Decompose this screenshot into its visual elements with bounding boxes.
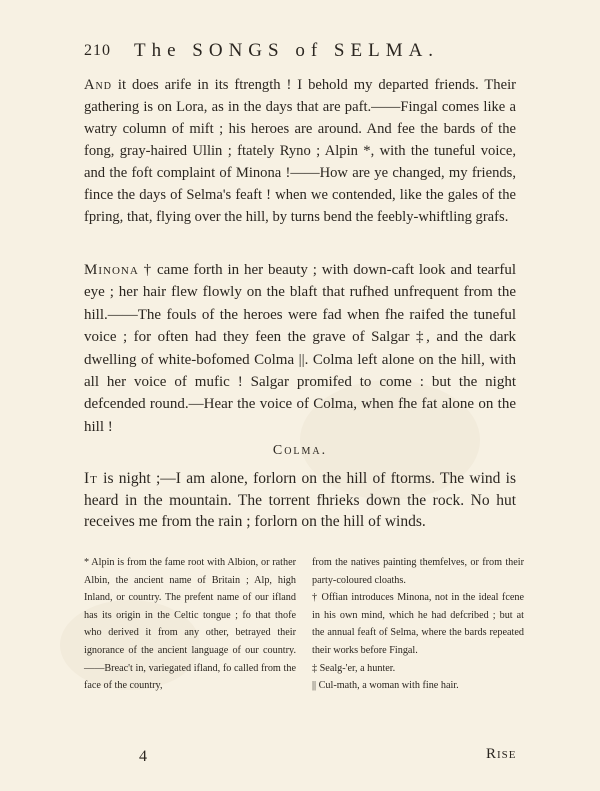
paragraph-lead: It bbox=[84, 470, 98, 487]
footnote-salgar: ‡ Sealg-'er, a hunter. bbox=[312, 662, 396, 674]
footnote-colma: || Cul-math, a woman with fine hair. bbox=[312, 680, 459, 692]
catchword: Rise bbox=[486, 746, 517, 762]
paragraph-colma bbox=[84, 468, 516, 533]
footnote-minona: † Offian introduces Minona, not in the ideal fcene in his own mind, which he had defcribed ; but at the annual feaft of Selma, where the bards repeated their works before Fingal. bbox=[312, 592, 524, 656]
paragraph-text: is night ;—I am alone, forlorn on the hill of ftorms. The wind is heard in the mountain. The torrent fhrieks down the rock. No hut receives me from the rain ; forlorn on the hill of winds. bbox=[84, 470, 516, 530]
signature-mark: 4 bbox=[139, 748, 147, 765]
footnote-column-right bbox=[312, 554, 524, 695]
footnote-column-left bbox=[84, 554, 296, 695]
footnote-alpin: * Alpin is from the fame root with Albion, or rather Albin, the ancient name of Britain ; Alp, high Inland, or country. The prefent name of our ifland has its origin in the Celtic tongue ; fo that thofe who derived it from any other, betrayed their ignorance of the ancient language of our country.——Breac't in, variegated ifland, fo called from the face of the country, bbox=[84, 557, 296, 692]
paragraph-lead: Minona bbox=[84, 262, 139, 278]
paragraph-text: it does arife in its ftrength ! I behold my departed friends. Their gathering is on Lora, as in the days that are paft.——Fingal comes like a watry column of mift ; his heroes are around. And fee the bards of the fong, gray-haired Ullin ; ftately Ryno ; Alpin *, with the tuneful voice, and the foft complaint of Minona !——How are ye changed, my friends, fince the days of Selma's feaft ! when we contended, like the gales of the fpring, that, flying over the hill, by turns bend the feebly-whiftling grafs. bbox=[84, 77, 516, 225]
paragraph-minona bbox=[84, 259, 516, 438]
page-number: 210 bbox=[84, 42, 111, 59]
paragraph-text: † came forth in her beauty ; with down-caft look and tearful eye ; her hair flew flowly on the blaft that rufhed unfrequent from the hill.——The fouls of the heroes were fad when fhe raifed the tuneful voice ; for often had they feen the grave of Salgar ‡, and the dark dwelling of white-bofomed Colma ||. Colma left alone on the hill, with all her voice of mufic ! Salgar promifed to come : but the night defcended round.—Hear the voice of Colma, when fhe fat alone on the hill ! bbox=[84, 262, 516, 435]
paragraph-lead: And bbox=[84, 77, 112, 93]
paragraph-friends bbox=[84, 74, 516, 228]
footnote-alpin-continued: from the natives painting themfelves, or from their party-coloured cloaths. bbox=[312, 557, 524, 586]
page-header bbox=[84, 42, 524, 66]
running-title: The SONGS of SELMA. bbox=[134, 40, 440, 61]
section-heading: Colma. bbox=[272, 443, 328, 458]
